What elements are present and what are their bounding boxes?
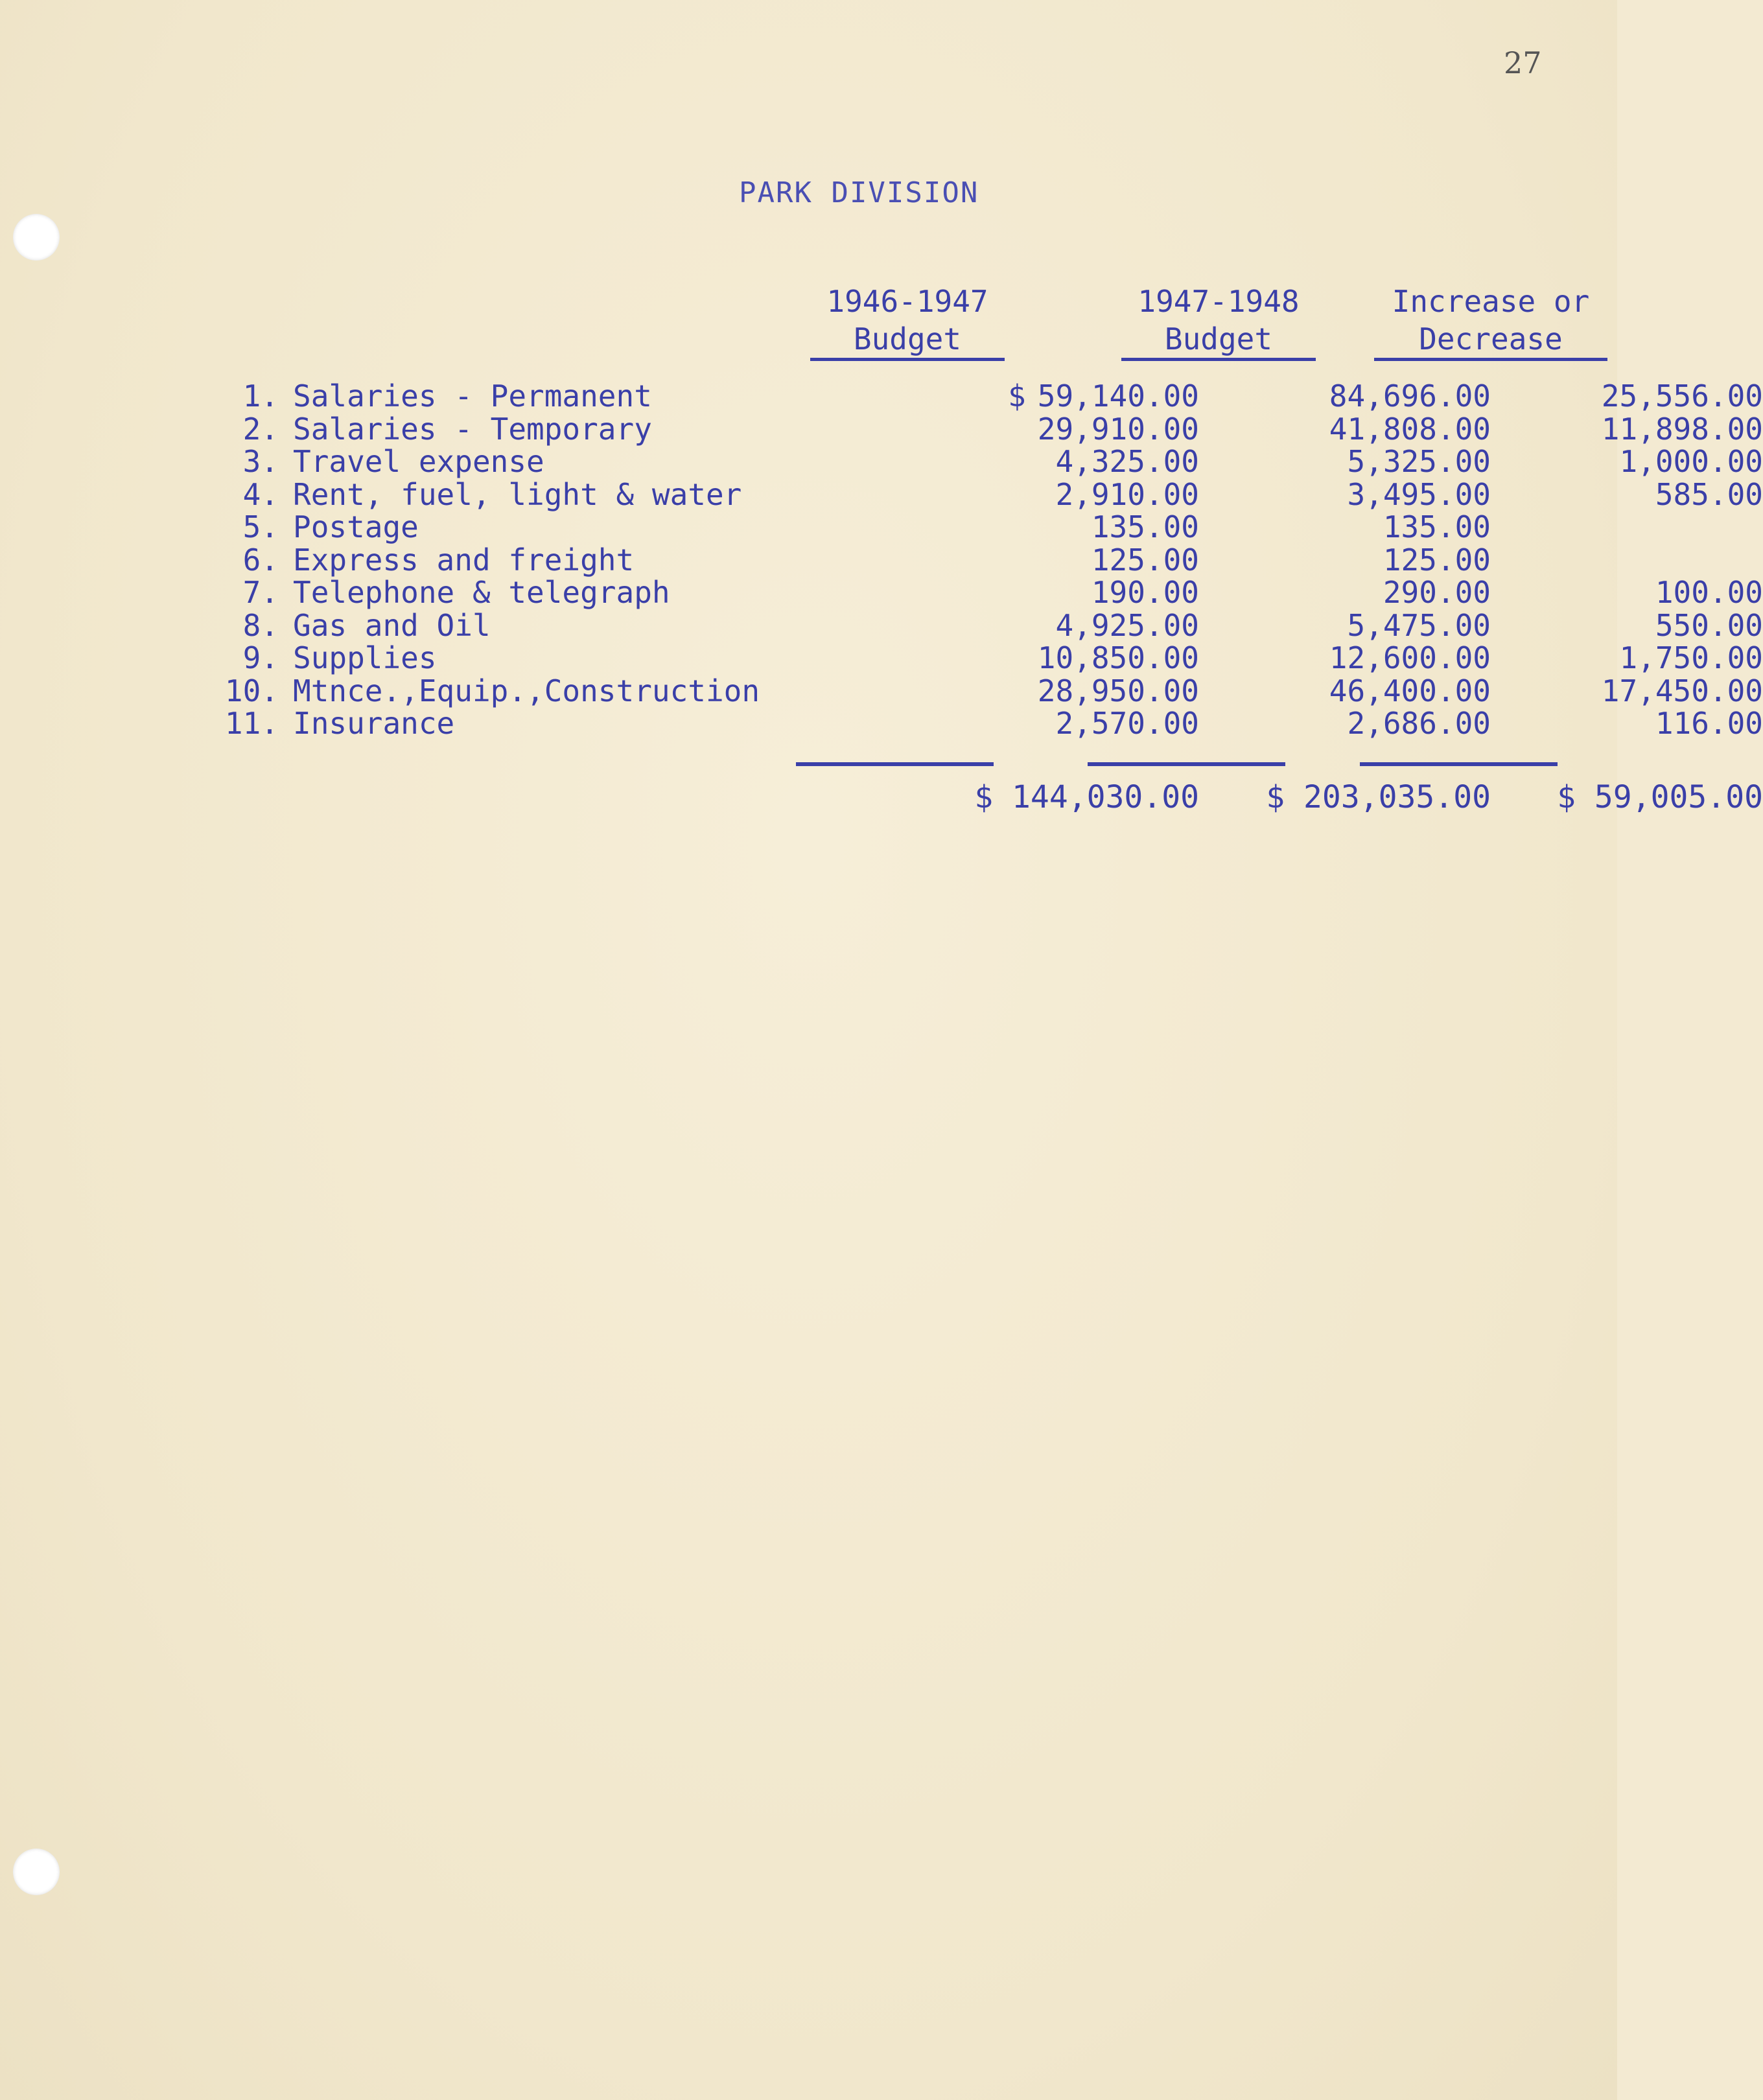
value-1947-1948: 5,325.00 [1347, 444, 1491, 479]
table-row [207, 444, 1763, 479]
total-1946-1947: $ 144,030.00 [974, 779, 1199, 815]
row-label: Rent, fuel, light & water [293, 476, 742, 512]
table-row [207, 476, 1763, 512]
row-label: Supplies [293, 640, 437, 675]
page-number: 27 [1504, 45, 1542, 80]
total-change: $ 59,005.00 [1557, 779, 1763, 815]
value-1947-1948: 12,600.00 [1329, 640, 1491, 675]
value-1946-1947: 135.00 [1091, 509, 1199, 544]
value-1946-1947: $ 59,140.00 [1008, 379, 1199, 414]
currency-symbol: $ [1008, 379, 1026, 414]
punch-hole-top [13, 214, 60, 261]
table-row [207, 575, 1763, 610]
page-title: PARK DIVISION [739, 176, 979, 209]
row-number: 6. [242, 542, 279, 578]
row-number: 4. [242, 476, 279, 512]
value-1947-1948: 3,495.00 [1347, 476, 1491, 512]
column-header-1946-1947 [810, 283, 1005, 361]
row-number: 10. [224, 673, 279, 708]
value-1946-1947: 2,910.00 [1055, 476, 1199, 512]
column-header-increase-decrease [1374, 283, 1607, 361]
total-1947-1948: $ 203,035.00 [1266, 779, 1491, 815]
value-change: 1,000.00 [1619, 444, 1763, 479]
value-1947-1948: 290.00 [1383, 575, 1491, 610]
value-1947-1948: 46,400.00 [1329, 673, 1491, 708]
value-1946-1947: 28,950.00 [1037, 673, 1199, 708]
row-number: 7. [242, 575, 279, 610]
column-header-sub: Budget [810, 320, 1005, 361]
total-rule-1947-1948 [1088, 762, 1285, 766]
table-row [207, 607, 1763, 643]
row-number: 5. [242, 509, 279, 544]
value-1946-1947: 190.00 [1091, 575, 1199, 610]
column-header-sub: Decrease [1374, 320, 1607, 361]
value-change: 550.00 [1655, 607, 1763, 643]
value-1947-1948: 125.00 [1383, 542, 1491, 578]
table-row [207, 379, 1763, 414]
value-1947-1948: 2,686.00 [1347, 706, 1491, 741]
value-change: 100.00 [1655, 575, 1763, 610]
value-change: 11,898.00 [1601, 411, 1763, 447]
table-row [207, 640, 1763, 675]
column-header-sub: Budget [1121, 320, 1316, 361]
value-change: 25,556.00 [1601, 379, 1763, 414]
row-label: Mtnce.,Equip.,Construction [293, 673, 760, 708]
value-1947-1948: 5,475.00 [1347, 607, 1491, 643]
row-number: 11. [224, 706, 279, 741]
total-rule-1946-1947 [796, 762, 994, 766]
row-label: Express and freight [293, 542, 635, 578]
row-label: Telephone & telegraph [293, 575, 670, 610]
row-number: 3. [242, 444, 279, 479]
row-label: Postage [293, 509, 419, 544]
row-label: Gas and Oil [293, 607, 491, 643]
row-label: Insurance [293, 706, 455, 741]
punch-hole-bottom [13, 1849, 60, 1895]
value-1946-1947: 4,325.00 [1055, 444, 1199, 479]
total-rule-change [1360, 762, 1558, 766]
table-row [207, 706, 1763, 741]
table-row [207, 511, 1569, 544]
value-1947-1948: 135.00 [1383, 509, 1491, 544]
row-number: 9. [242, 640, 279, 675]
value-1946-1947: 29,910.00 [1037, 411, 1199, 447]
value-1946-1947: 2,570.00 [1055, 706, 1199, 741]
row-label: Salaries - Temporary [293, 411, 652, 447]
value-1946-1947: 125.00 [1091, 542, 1199, 578]
column-header-year: 1946-1947 [826, 284, 988, 319]
value-change: 585.00 [1655, 476, 1763, 512]
value-1946-1947: 10,850.00 [1037, 640, 1199, 675]
totals-row [207, 779, 1763, 815]
row-number: 1. [242, 379, 279, 414]
value-1947-1948: 84,696.00 [1329, 379, 1491, 414]
column-header-1947-1948 [1121, 283, 1316, 361]
value-1946-1947: 4,925.00 [1055, 607, 1199, 643]
table-row [207, 673, 1763, 708]
column-header-year: 1947-1948 [1138, 284, 1300, 319]
table-row [207, 544, 1569, 577]
table-row [207, 411, 1763, 447]
value-change: 17,450.00 [1601, 673, 1763, 708]
row-label: Travel expense [293, 444, 544, 479]
budget-table [207, 379, 1763, 741]
row-number: 2. [242, 411, 279, 447]
value-change: 1,750.00 [1619, 640, 1763, 675]
value-1947-1948: 41,808.00 [1329, 411, 1491, 447]
value-change: 116.00 [1655, 706, 1763, 741]
column-header-year: Increase or [1392, 284, 1590, 319]
row-label: Salaries - Permanent [293, 379, 652, 414]
row-number: 8. [242, 607, 279, 643]
